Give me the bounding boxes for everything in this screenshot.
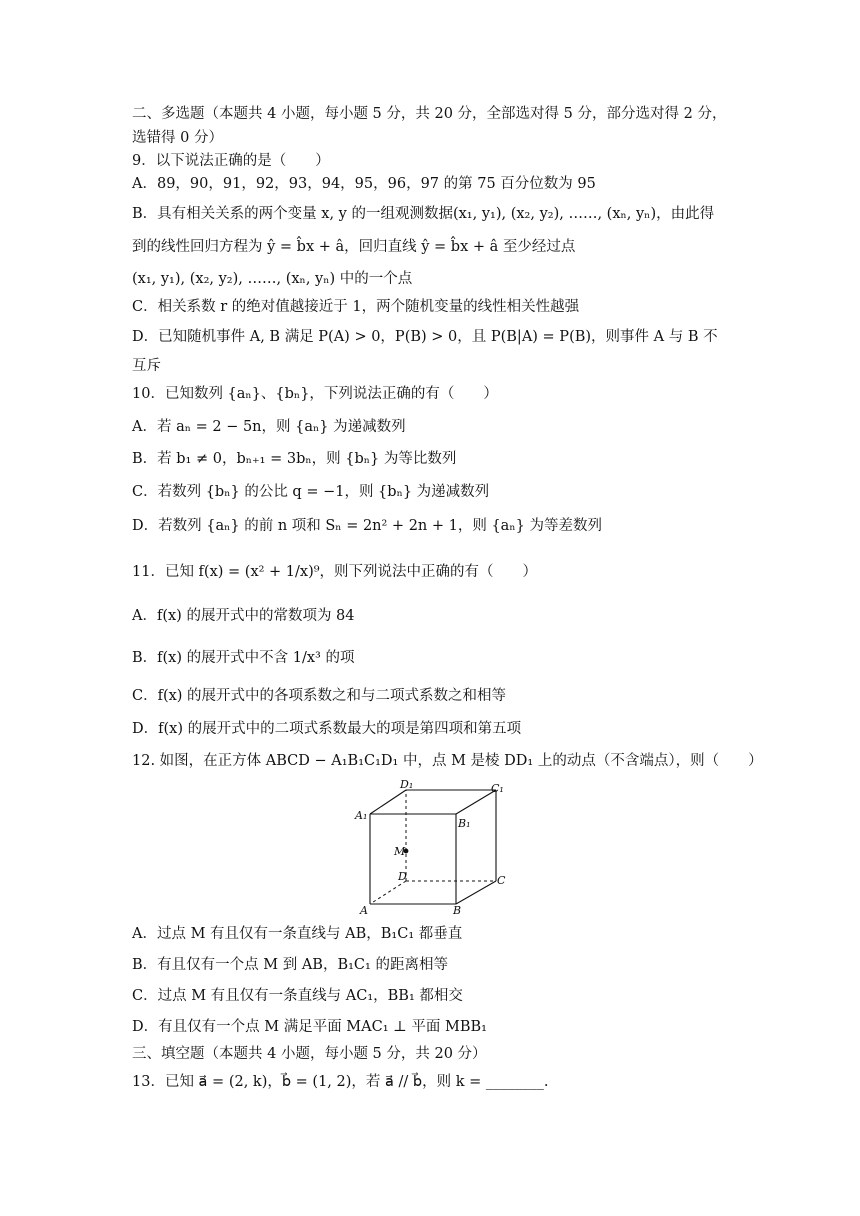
label-m: M: [394, 845, 406, 858]
edge-da: [370, 881, 406, 904]
q9-stem: 9．以下说法正确的是（ ）: [132, 153, 330, 169]
edge-b1c1: [456, 790, 496, 814]
cube-diagram: [350, 778, 520, 918]
q10-option-c: C．若数列 {bₙ} 的公比 q = −1，则 {bₙ} 为递减数列: [132, 484, 490, 500]
q9-option-d-line2: 互斥: [132, 358, 161, 374]
q13-stem: 13．已知 a⃗ = (2, k)，b⃗ = (1, 2)，若 a⃗ // b⃗，则 k = ________.: [132, 1074, 549, 1090]
q9-option-b-line3: (x₁, y₁), (x₂, y₂), ……, (xₙ, yₙ) 中的一个点: [132, 271, 413, 287]
q12-option-c: C．过点 M 有且仅有一条直线与 AC₁，BB₁ 都相交: [132, 988, 463, 1004]
section2-title-line2: 选错得 0 分）: [132, 130, 223, 146]
q10-stem: 10．已知数列 {aₙ}、{bₙ}，下列说法正确的有（ ）: [132, 386, 498, 402]
q9-option-c: C．相关系数 r 的绝对值越接近于 1，两个随机变量的线性相关性越强: [132, 299, 580, 315]
edge-bc: [456, 881, 496, 904]
q9-option-b-line1: B．具有相关关系的两个变量 x, y 的一组观测数据(x₁, y₁), (x₂, y₂), ……, (xₙ, yₙ)，由此得: [132, 206, 715, 222]
q10-option-b: B．若 b₁ ≠ 0，bₙ₊₁ = 3bₙ，则 {bₙ} 为等比数列: [132, 451, 457, 467]
label-c: C: [497, 874, 506, 887]
q11-option-d: D．f(x) 的展开式中的二项式系数最大的项是第四项和第五项: [132, 721, 522, 737]
label-b1: B₁: [458, 817, 471, 830]
q11-option-a: A．f(x) 的展开式中的常数项为 84: [132, 608, 355, 624]
q9-option-a: A．89，90，91，92，93，94，95，96，97 的第 75 百分位数为 95: [132, 176, 596, 192]
q9-option-d-line1: D．已知随机事件 A, B 满足 P(A) > 0，P(B) > 0，且 P(B|A) = P(B)，则事件 A 与 B 不: [132, 329, 718, 345]
label-d: D: [398, 870, 407, 883]
label-a: A: [360, 904, 368, 917]
section2-title-line1: 二、多选题（本题共 4 小题，每小题 5 分，共 20 分，全部选对得 5 分，部分选对得 2 分，: [132, 106, 727, 122]
q12-option-a: A．过点 M 有且仅有一条直线与 AB，B₁C₁ 都垂直: [132, 926, 463, 942]
label-a1: A₁: [355, 809, 368, 822]
edge-a1d1: [370, 790, 406, 814]
q11-option-b: B．f(x) 的展开式中不含 1/x³ 的项: [132, 650, 355, 666]
label-c1: C₁: [491, 782, 504, 795]
q11-option-c: C．f(x) 的展开式中的各项系数之和与二项式系数之和相等: [132, 688, 507, 704]
q12-option-d: D．有且仅有一个点 M 满足平面 MAC₁ ⊥ 平面 MBB₁: [132, 1019, 487, 1035]
q12-option-b: B．有且仅有一个点 M 到 AB，B₁C₁ 的距离相等: [132, 957, 448, 973]
q12-stem: 12. 如图，在正方体 ABCD − A₁B₁C₁D₁ 中，点 M 是棱 DD₁ 上的动点（不含端点），则（ ）: [132, 753, 763, 769]
label-d1: D₁: [400, 778, 414, 791]
cube-figure: [350, 778, 520, 918]
label-b: B: [453, 904, 462, 917]
q9-option-b-line2: 到的线性回归方程为 ŷ = b̂x + â，回归直线 ŷ = b̂x + â 至少经过点: [132, 239, 576, 255]
section3-title: 三、填空题（本题共 4 小题，每小题 5 分，共 20 分）: [132, 1046, 487, 1062]
q11-stem: 11．已知 f(x) = (x² + 1/x)⁹，则下列说法中正确的有（ ）: [132, 564, 538, 580]
q10-option-a: A．若 aₙ = 2 − 5n，则 {aₙ} 为递减数列: [132, 419, 406, 435]
q10-option-d: D．若数列 {aₙ} 的前 n 项和 Sₙ = 2n² + 2n + 1，则 {aₙ} 为等差数列: [132, 518, 602, 534]
